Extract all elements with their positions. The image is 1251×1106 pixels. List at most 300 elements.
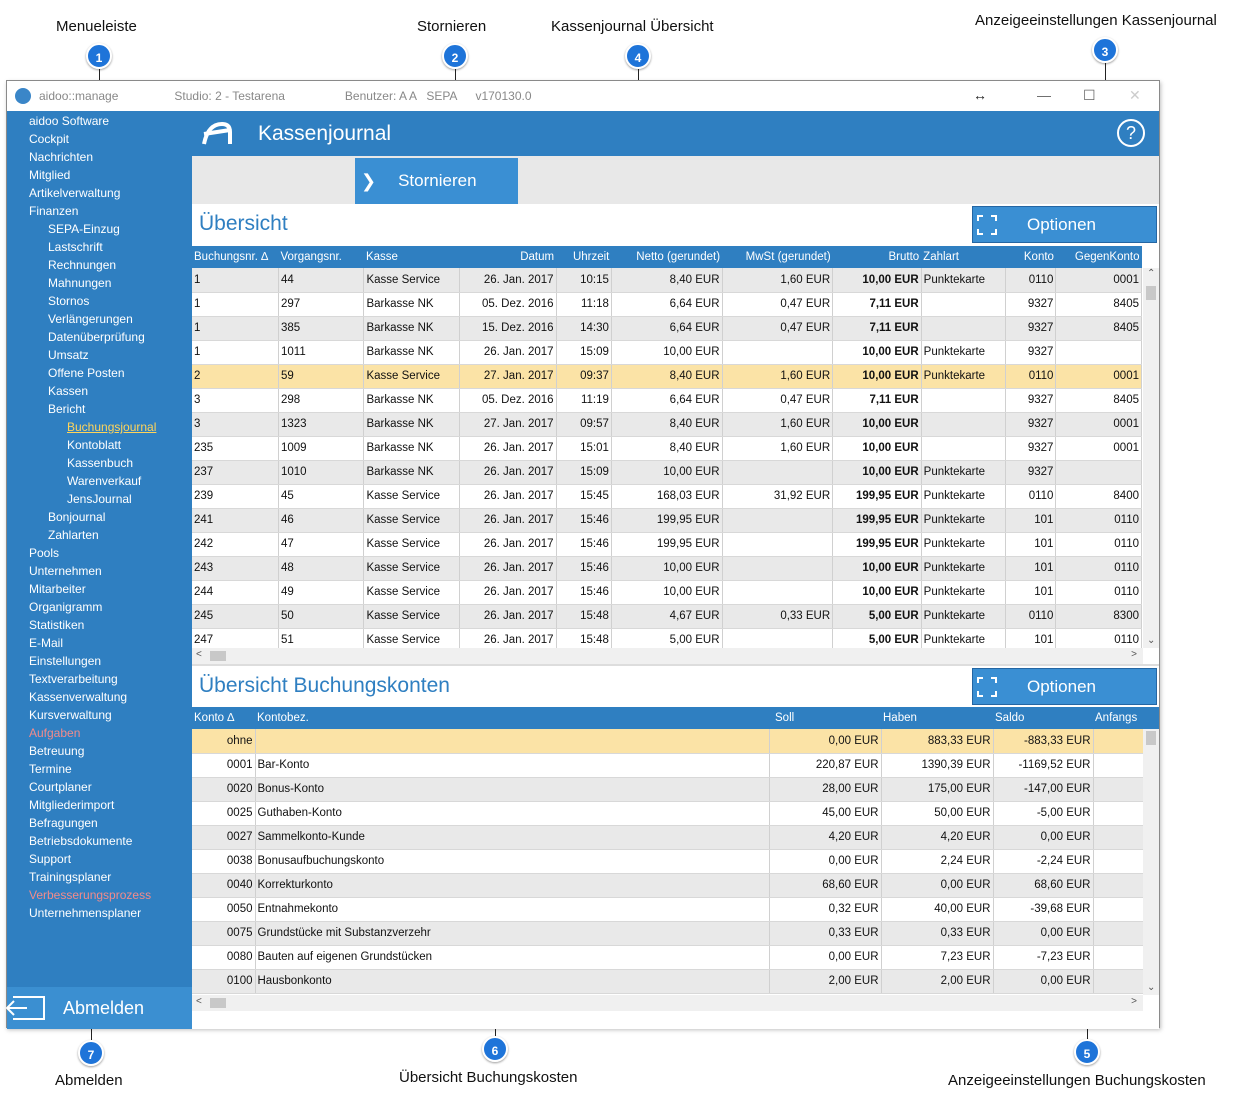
table-cell: 1,60 EUR (722, 412, 833, 436)
table-cell: 244 (192, 580, 279, 604)
sidebar-item-trainingsplaner[interactable]: Trainingsplaner (29, 870, 112, 884)
table-cell: 199,95 EUR (611, 532, 722, 556)
table-row[interactable] (192, 969, 1159, 993)
callout-badge-7: 7 (78, 1040, 104, 1066)
sidebar-item-termine[interactable]: Termine (29, 762, 72, 776)
table-cell (921, 388, 1005, 412)
sidebar (7, 111, 192, 1029)
table-row[interactable] (192, 508, 1142, 532)
table-cell: 3 (192, 388, 279, 412)
accounts-column-header[interactable]: Haben (881, 707, 993, 729)
table-cell: Punktekarte (921, 604, 1005, 628)
table-cell: 9327 (1006, 436, 1056, 460)
table-cell: 0110 (1006, 484, 1056, 508)
table-cell: 50 (279, 604, 364, 628)
sidebar-item-warenverkauf[interactable]: Warenverkauf (67, 474, 142, 488)
callout-badge-4: 4 (625, 43, 651, 69)
accounts-options-button[interactable] (972, 668, 1157, 705)
journal-column-header[interactable]: Vorgangsnr. (279, 246, 364, 268)
table-cell: -5,00 EUR (993, 801, 1093, 825)
scroll-up-icon[interactable]: ⌃ (1147, 268, 1156, 279)
sidebar-item-buchungsjournal[interactable]: Buchungsjournal (67, 420, 157, 434)
table-cell: Barkasse NK (364, 460, 460, 484)
table-row[interactable] (192, 945, 1159, 969)
table-cell: Barkasse NK (364, 412, 460, 436)
table-cell: 0110 (1056, 532, 1142, 556)
table-row[interactable] (192, 729, 1159, 753)
table-cell: 0,00 EUR (769, 729, 881, 753)
sidebar-item-lastschrift[interactable]: Lastschrift (48, 240, 103, 254)
sidebar-item-zahlarten[interactable]: Zahlarten (48, 528, 99, 542)
sidebar-item-jensjournal[interactable]: JensJournal (67, 492, 132, 506)
table-row[interactable] (192, 604, 1142, 628)
table-cell: Kasse Service (364, 268, 460, 292)
sidebar-item-unternehmensplaner[interactable]: Unternehmensplaner (29, 906, 142, 920)
table-cell (722, 460, 833, 484)
table-cell: 101 (1006, 556, 1056, 580)
table-cell: ohne (192, 729, 255, 753)
accounts-vscrollbar[interactable] (1143, 729, 1159, 995)
table-cell: Bonus-Konto (255, 777, 769, 801)
table-cell: 46 (279, 508, 364, 532)
scroll-down-icon[interactable]: ⌄ (1147, 982, 1156, 993)
journal-vscrollbar[interactable] (1143, 268, 1159, 648)
journal-column-header[interactable]: Datum (460, 246, 557, 268)
table-cell: Punktekarte (921, 484, 1005, 508)
sidebar-item-mitarbeiter[interactable]: Mitarbeiter (29, 582, 86, 596)
table-cell: 0001 (1056, 268, 1142, 292)
table-cell: 15:48 (556, 604, 611, 628)
table-cell: 15:01 (556, 436, 611, 460)
sidebar-item-textverarbeitung[interactable]: Textverarbeitung (29, 672, 118, 686)
accounts-column-header[interactable]: Anfangs (1093, 707, 1159, 729)
table-cell: 2,24 EUR (881, 849, 993, 873)
callout-label-stornieren: Stornieren (417, 18, 487, 35)
table-cell (921, 412, 1005, 436)
chevron-right-icon: ❯ (361, 170, 377, 191)
table-cell: 0,32 EUR (769, 897, 881, 921)
sidebar-item-aufgaben[interactable]: Aufgaben (29, 726, 81, 740)
table-cell: 8400 (1056, 484, 1142, 508)
sidebar-item-rechnungen[interactable]: Rechnungen (48, 258, 117, 272)
table-row[interactable] (192, 340, 1142, 364)
table-cell: 27. Jan. 2017 (460, 364, 557, 388)
journal-hscrollbar[interactable] (192, 648, 1143, 664)
user-label: Benutzer: A A SEPA (344, 89, 458, 103)
table-cell: 0,33 EUR (769, 921, 881, 945)
table-cell: 245 (192, 604, 279, 628)
brand-logo-svg (200, 120, 234, 148)
sidebar-item-aidoo-software[interactable]: aidoo Software (29, 114, 110, 128)
sidebar-item-stornos[interactable]: Stornos (48, 294, 90, 308)
table-cell: 243 (192, 556, 279, 580)
table-cell: 0,00 EUR (881, 873, 993, 897)
table-cell: 168,03 EUR (611, 484, 722, 508)
sidebar-item-datenüberprüfung[interactable]: Datenüberprüfung (48, 330, 145, 344)
table-cell: 4,67 EUR (611, 604, 722, 628)
table-row[interactable] (192, 532, 1142, 556)
table-cell: Punktekarte (921, 460, 1005, 484)
table-cell: 49 (279, 580, 364, 604)
table-cell: 0050 (192, 897, 255, 921)
table-cell: 26. Jan. 2017 (460, 460, 557, 484)
sidebar-item-verlängerungen[interactable]: Verlängerungen (48, 312, 133, 326)
callout-badge-6: 6 (482, 1036, 508, 1062)
table-row[interactable] (192, 921, 1159, 945)
table-cell: 26. Jan. 2017 (460, 436, 557, 460)
journal-column-header[interactable]: Konto (1006, 246, 1056, 268)
table-row[interactable] (192, 292, 1142, 316)
table-row[interactable] (192, 556, 1142, 580)
accounts-column-header[interactable]: Saldo (993, 707, 1093, 729)
logout-icon (13, 996, 45, 1020)
table-cell: 2,00 EUR (881, 969, 993, 993)
table-cell: 68,60 EUR (993, 873, 1093, 897)
app-logo-icon (15, 88, 31, 104)
accounts-table (192, 707, 1159, 994)
journal-vscroll-thumb[interactable] (1146, 286, 1156, 300)
table-cell: 9327 (1006, 412, 1056, 436)
table-row[interactable] (192, 897, 1159, 921)
table-cell: 0001 (192, 753, 255, 777)
journal-hscroll-thumb[interactable] (210, 651, 226, 661)
table-cell: 15:45 (556, 484, 611, 508)
sidebar-item-unternehmen[interactable]: Unternehmen (29, 564, 102, 578)
sidebar-item-offene-posten[interactable]: Offene Posten (48, 366, 125, 380)
table-row[interactable] (192, 580, 1142, 604)
table-cell (255, 729, 769, 753)
table-cell (921, 436, 1005, 460)
title-bar (7, 81, 1159, 111)
sidebar-item-mahnungen[interactable]: Mahnungen (48, 276, 112, 290)
journal-column-header[interactable]: GegenKonto (1056, 246, 1142, 268)
accounts-column-header[interactable]: Kontobez. (255, 707, 769, 729)
close-button[interactable]: ✕ (1129, 87, 1141, 103)
sidebar-item-nachrichten[interactable]: Nachrichten (29, 150, 94, 164)
table-cell: 26. Jan. 2017 (460, 604, 557, 628)
table-cell: 2 (192, 364, 279, 388)
sidebar-item-umsatz[interactable]: Umsatz (48, 348, 89, 362)
table-row[interactable] (192, 777, 1159, 801)
journal-column-header[interactable]: Netto (gerundet) (611, 246, 722, 268)
table-cell: 298 (279, 388, 364, 412)
table-cell: Kasse Service (364, 580, 460, 604)
table-cell: 0,47 EUR (722, 388, 833, 412)
maximize-button[interactable]: ☐ (1083, 87, 1096, 103)
table-row[interactable] (192, 388, 1142, 412)
table-cell: 26. Jan. 2017 (460, 268, 557, 292)
journal-column-header[interactable]: Uhrzeit (556, 246, 611, 268)
table-cell: 0110 (1056, 628, 1142, 652)
sidebar-item-e-mail[interactable]: E-Mail (29, 636, 64, 650)
table-cell: Punktekarte (921, 556, 1005, 580)
scroll-left-icon[interactable]: < (196, 996, 202, 1007)
table-cell: 235 (192, 436, 279, 460)
table-cell: 883,33 EUR (881, 729, 993, 753)
sidebar-item-kursverwaltung[interactable]: Kursverwaltung (29, 708, 112, 722)
callout-label-abmelden: Abmelden (55, 1072, 123, 1089)
table-cell: 9327 (1006, 292, 1056, 316)
table-row[interactable] (192, 849, 1159, 873)
table-cell: 1 (192, 340, 279, 364)
table-cell: 0,47 EUR (722, 292, 833, 316)
scroll-down-icon[interactable]: ⌄ (1147, 635, 1156, 646)
table-cell: Bonusaufbuchungskonto (255, 849, 769, 873)
sidebar-item-kassen[interactable]: Kassen (48, 384, 89, 398)
table-cell: Kasse Service (364, 604, 460, 628)
table-cell: -147,00 EUR (993, 777, 1093, 801)
table-cell: 10,00 EUR (833, 460, 922, 484)
table-cell: 0,33 EUR (881, 921, 993, 945)
table-cell: 05. Dez. 2016 (460, 292, 557, 316)
expand-icon (977, 215, 997, 235)
table-cell: 0,00 EUR (769, 849, 881, 873)
sidebar-item-verbesserungsprozess[interactable]: Verbesserungsprozess (29, 888, 152, 902)
callout-label-menueleiste: Menueleiste (56, 18, 137, 35)
table-cell: 1010 (279, 460, 364, 484)
table-cell: Kasse Service (364, 628, 460, 652)
table-cell: 8,40 EUR (611, 364, 722, 388)
table-cell: -7,23 EUR (993, 945, 1093, 969)
table-cell: Korrekturkonto (255, 873, 769, 897)
table-cell: Punktekarte (921, 532, 1005, 556)
table-cell: 175,00 EUR (881, 777, 993, 801)
journal-column-header[interactable]: MwSt (gerundet) (722, 246, 833, 268)
journal-column-header[interactable]: Zahlart (921, 246, 1005, 268)
table-cell: 0,47 EUR (722, 316, 833, 340)
scroll-right-icon[interactable]: > (1131, 996, 1137, 1007)
table-cell: 7,11 EUR (833, 292, 922, 316)
journal-column-header[interactable]: Kasse (364, 246, 460, 268)
table-cell (722, 340, 833, 364)
table-row[interactable] (192, 484, 1142, 508)
help-icon[interactable]: ? (1117, 119, 1145, 147)
table-cell: 0,00 EUR (993, 825, 1093, 849)
table-cell: Sammelkonto-Kunde (255, 825, 769, 849)
table-cell: 10,00 EUR (833, 580, 922, 604)
scroll-left-icon[interactable]: < (196, 649, 202, 660)
callout-label-uebersicht-buchungskosten: Übersicht Buchungskosten (399, 1069, 578, 1086)
sidebar-item-bonjournal[interactable]: Bonjournal (48, 510, 106, 524)
sidebar-nav (7, 111, 192, 922)
sidebar-item-befragungen[interactable]: Befragungen (29, 816, 98, 830)
table-cell: 242 (192, 532, 279, 556)
table-cell: 10,00 EUR (611, 556, 722, 580)
table-cell (722, 556, 833, 580)
table-cell: 8,40 EUR (611, 268, 722, 292)
sidebar-item-courtplaner[interactable]: Courtplaner (29, 780, 92, 794)
accounts-title: Übersicht Buchungskonten (199, 674, 450, 697)
journal-column-header[interactable]: Buchungsnr. ∆ (192, 246, 279, 268)
table-cell: 11:18 (556, 292, 611, 316)
table-cell: 0110 (1006, 268, 1056, 292)
table-cell: 9327 (1006, 460, 1056, 484)
table-cell: 6,64 EUR (611, 388, 722, 412)
journal-column-header[interactable]: Brutto (833, 246, 922, 268)
table-cell: 15:09 (556, 340, 611, 364)
table-cell: 10,00 EUR (833, 412, 922, 436)
table-cell: 1,60 EUR (722, 268, 833, 292)
table-cell: 0110 (1056, 580, 1142, 604)
table-cell: 5,00 EUR (833, 604, 922, 628)
table-cell: 1323 (279, 412, 364, 436)
sidebar-item-pools[interactable]: Pools (29, 546, 60, 560)
table-cell: 199,95 EUR (833, 508, 922, 532)
journal-title: Übersicht (199, 212, 288, 235)
table-cell: 1390,39 EUR (881, 753, 993, 777)
table-cell: 8405 (1056, 388, 1142, 412)
scroll-right-icon[interactable]: > (1131, 649, 1137, 660)
table-row[interactable] (192, 825, 1159, 849)
table-cell: 47 (279, 532, 364, 556)
table-cell: 26. Jan. 2017 (460, 340, 557, 364)
table-row[interactable] (192, 316, 1142, 340)
accounts-hscrollbar[interactable] (192, 995, 1143, 1011)
journal-grid (192, 246, 1159, 664)
sidebar-item-einstellungen[interactable]: Einstellungen (29, 654, 102, 668)
accounts-column-header[interactable]: Konto ∆ (192, 707, 255, 729)
table-cell: Barkasse NK (364, 340, 460, 364)
table-cell: 0038 (192, 849, 255, 873)
table-cell: -883,33 EUR (993, 729, 1093, 753)
table-cell: 1,60 EUR (722, 364, 833, 388)
table-cell: 0025 (192, 801, 255, 825)
callout-badge-2: 2 (442, 43, 468, 69)
sidebar-item-cockpit[interactable]: Cockpit (29, 132, 70, 146)
table-cell: 10,00 EUR (833, 268, 922, 292)
toolbar (192, 156, 1159, 204)
table-cell: 101 (1006, 508, 1056, 532)
table-cell: 0,33 EUR (722, 604, 833, 628)
table-cell: 0080 (192, 945, 255, 969)
accounts-options-label: Optionen (1027, 676, 1096, 696)
sidebar-item-bericht[interactable]: Bericht (48, 402, 86, 416)
table-cell: 10:15 (556, 268, 611, 292)
sidebar-item-betriebsdokumente[interactable]: Betriebsdokumente (29, 834, 133, 848)
table-cell: 8,40 EUR (611, 412, 722, 436)
table-cell: 101 (1006, 580, 1056, 604)
accounts-grid (192, 707, 1159, 1013)
table-cell: 14:30 (556, 316, 611, 340)
sidebar-item-finanzen[interactable]: Finanzen (29, 204, 79, 218)
table-cell: 45 (279, 484, 364, 508)
table-cell: 10,00 EUR (833, 436, 922, 460)
callout-label-kassenjournal-uebersicht: Kassenjournal Übersicht (551, 18, 714, 35)
table-row[interactable] (192, 364, 1142, 388)
table-cell: 0027 (192, 825, 255, 849)
table-cell: 0,00 EUR (993, 969, 1093, 993)
table-cell: Barkasse NK (364, 292, 460, 316)
sidebar-item-sepa-einzug[interactable]: SEPA-Einzug (48, 222, 120, 236)
table-row[interactable] (192, 412, 1142, 436)
table-cell: 26. Jan. 2017 (460, 532, 557, 556)
accounts-vscroll-thumb[interactable] (1146, 731, 1156, 745)
table-row[interactable] (192, 460, 1142, 484)
table-cell: 7,23 EUR (881, 945, 993, 969)
logout-button[interactable] (7, 987, 192, 1029)
sidebar-item-support[interactable]: Support (29, 852, 72, 866)
table-cell: 15:46 (556, 532, 611, 556)
page-header (192, 111, 1159, 156)
table-cell: 220,87 EUR (769, 753, 881, 777)
table-cell: 6,64 EUR (611, 292, 722, 316)
table-row[interactable] (192, 268, 1142, 292)
sidebar-item-kassenverwaltung[interactable]: Kassenverwaltung (29, 690, 128, 704)
callout-label-anzeige-kassenjournal: Anzeigeeinstellungen Kassenjournal (975, 12, 1217, 29)
table-row[interactable] (192, 436, 1142, 460)
storno-button[interactable] (355, 158, 518, 204)
table-cell: 10,00 EUR (833, 556, 922, 580)
journal-table (192, 246, 1142, 653)
table-cell: 59 (279, 364, 364, 388)
table-cell: 48 (279, 556, 364, 580)
table-cell: Punktekarte (921, 508, 1005, 532)
sidebar-item-statistiken[interactable]: Statistiken (29, 618, 85, 632)
table-cell: 26. Jan. 2017 (460, 508, 557, 532)
journal-options-label: Optionen (1027, 214, 1096, 234)
table-cell: 9327 (1006, 340, 1056, 364)
table-cell: 385 (279, 316, 364, 340)
table-row[interactable] (192, 873, 1159, 897)
table-row[interactable] (192, 753, 1159, 777)
logout-arrow-icon (5, 994, 41, 1022)
studio-label: Studio: 2 - Testarena (174, 89, 285, 103)
table-cell: 101 (1006, 628, 1056, 652)
callout-badge-3: 3 (1092, 37, 1118, 63)
storno-label: Stornieren (398, 171, 477, 190)
table-cell: 0,00 EUR (769, 945, 881, 969)
table-cell: 247 (192, 628, 279, 652)
table-cell: Punktekarte (921, 268, 1005, 292)
table-cell: 15:09 (556, 460, 611, 484)
table-cell: 45,00 EUR (769, 801, 881, 825)
table-cell: 31,92 EUR (722, 484, 833, 508)
table-cell: 09:57 (556, 412, 611, 436)
accounts-column-header[interactable]: Soll (769, 707, 881, 729)
table-cell: 1,60 EUR (722, 436, 833, 460)
sidebar-item-betreuung[interactable]: Betreuung (29, 744, 85, 758)
table-cell: 7,11 EUR (833, 388, 922, 412)
table-cell: 0040 (192, 873, 255, 897)
table-cell: -1169,52 EUR (993, 753, 1093, 777)
table-cell: 51 (279, 628, 364, 652)
accounts-hscroll-thumb[interactable] (210, 998, 226, 1008)
table-cell: 199,95 EUR (833, 484, 922, 508)
sidebar-item-mitglied[interactable]: Mitglied (29, 168, 71, 182)
sidebar-item-kassenbuch[interactable]: Kassenbuch (67, 456, 134, 470)
resize-icon[interactable]: ↔ (973, 87, 987, 103)
table-cell (1056, 460, 1142, 484)
table-cell (1056, 340, 1142, 364)
table-cell: 8,40 EUR (611, 436, 722, 460)
table-cell: 0110 (1056, 556, 1142, 580)
sidebar-item-organigramm[interactable]: Organigramm (29, 600, 103, 614)
journal-section-header (192, 204, 1159, 246)
table-cell: 50,00 EUR (881, 801, 993, 825)
table-cell: 239 (192, 484, 279, 508)
sidebar-item-kontoblatt[interactable]: Kontoblatt (67, 438, 122, 452)
table-cell (722, 508, 833, 532)
sidebar-item-mitgliederimport[interactable]: Mitgliederimport (29, 798, 115, 812)
table-cell: 10,00 EUR (833, 340, 922, 364)
table-cell (921, 292, 1005, 316)
table-cell: 15:48 (556, 628, 611, 652)
table-row[interactable] (192, 801, 1159, 825)
journal-options-button[interactable] (972, 206, 1157, 243)
sidebar-item-artikelverwaltung[interactable]: Artikelverwaltung (29, 186, 121, 200)
minimize-button[interactable]: — (1037, 87, 1051, 103)
table-cell: 15:46 (556, 508, 611, 532)
